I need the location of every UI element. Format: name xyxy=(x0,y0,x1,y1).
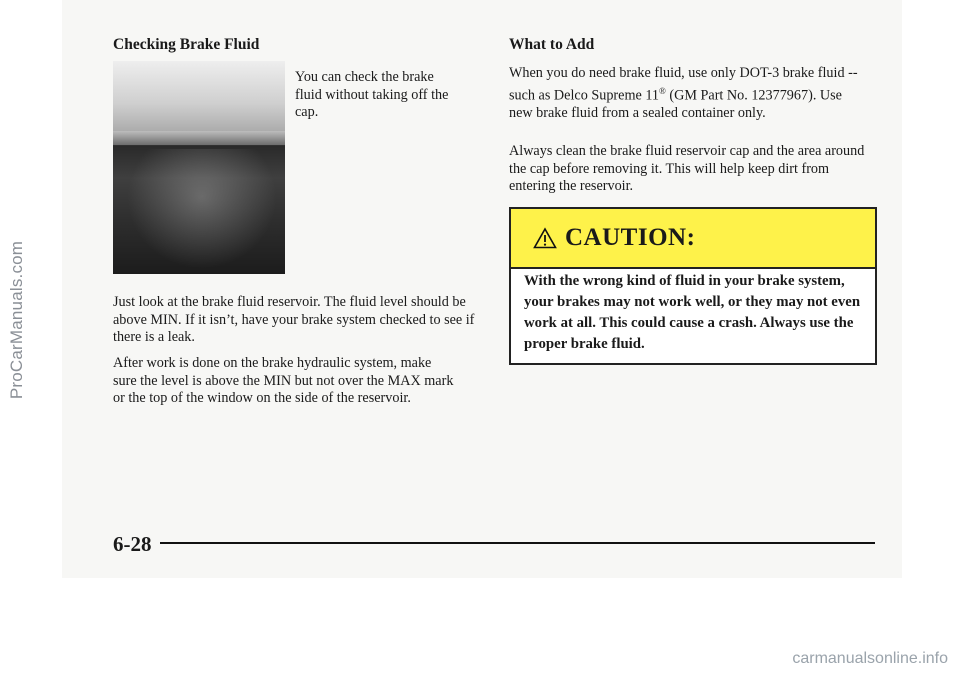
heading-what-to-add: What to Add xyxy=(509,36,595,53)
caution-text: With the wrong kind of fluid in your brake system, your brakes may not work well, or they may not even work at all. This could cause a crash. Always use the proper brake fluid. xyxy=(524,273,861,352)
paragraph-clean-cap: Always clean the brake fluid reservoir cap and the area around the cap before removing it. This will help keep dirt from entering the reservoir. xyxy=(509,143,865,195)
heading-checking-brake-fluid: Checking Brake Fluid xyxy=(113,36,260,53)
caution-header xyxy=(511,209,875,269)
paragraph-after-work: After work is done on the brake hydraulic system, make sure the level is above the MIN but not over the MAX mark or the top of the window on the side of the reservoir. xyxy=(113,355,454,407)
footer-watermark: carmanualsonline.info xyxy=(792,650,948,667)
paragraph-fluid-level: Just look at the brake fluid reservoir. The fluid level should be above MIN. If it isn’t, have your brake system checked to see if there is a leak. xyxy=(113,294,475,346)
intro-text: You can check the brake fluid without taking off the cap. xyxy=(295,69,449,121)
warning-triangle-icon xyxy=(533,227,557,249)
caution-title: CAUTION: xyxy=(565,224,696,251)
paragraph-what-to-add: When you do need brake fluid, use only DOT-3 brake fluid -- such as Delco Supreme 11® (GM Part No. 12377967). Use new brake fluid from a sealed container only. xyxy=(509,65,858,121)
side-watermark: ProCarManuals.com xyxy=(7,240,26,400)
page-number: 6-28 xyxy=(113,532,152,556)
brake-fluid-reservoir-photo xyxy=(113,61,285,274)
footer-rule xyxy=(160,542,875,544)
caution-box xyxy=(509,207,877,365)
